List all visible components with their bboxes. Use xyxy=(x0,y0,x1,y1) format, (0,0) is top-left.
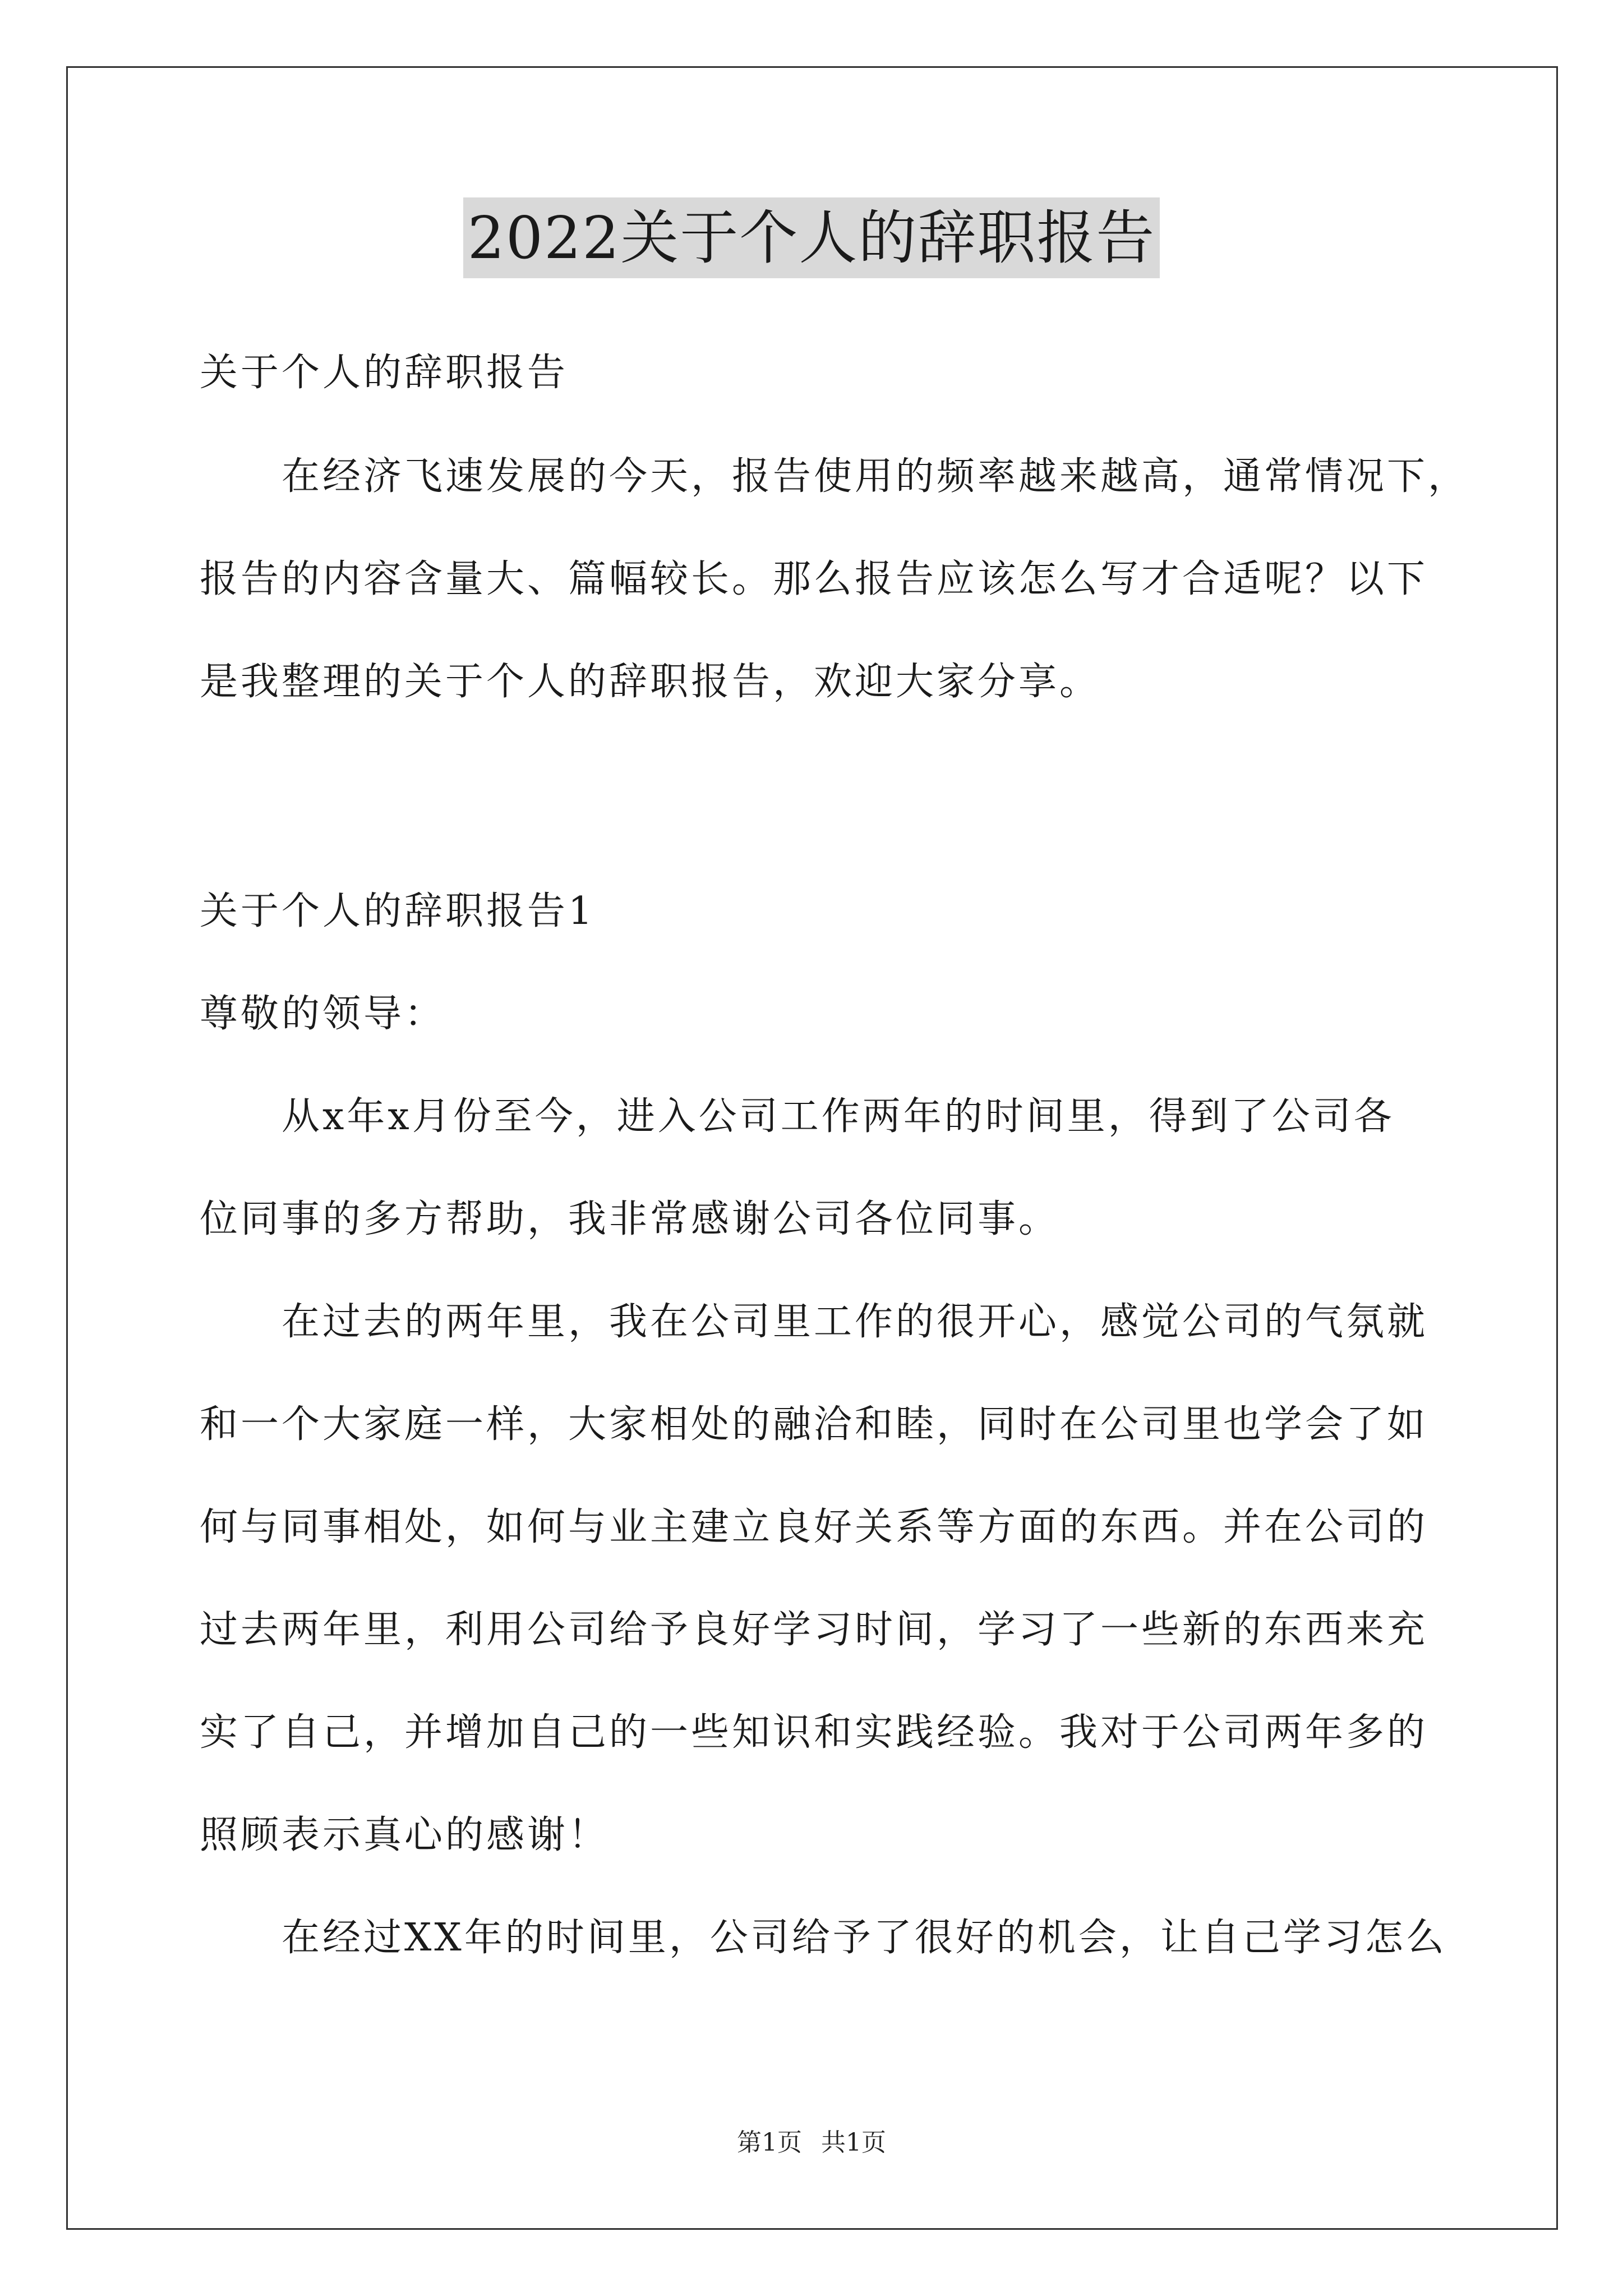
body-line: 在过去的两年里，我在公司里工作的很开心，感觉公司的气氛就 xyxy=(282,1300,1428,1344)
body-line: 何与同事相处，如何与业主建立良好关系等方面的东西。并在公司的 xyxy=(200,1505,1428,1549)
section-heading: 关于个人的辞职报告1 xyxy=(200,889,596,933)
body-line: 实了自己，并增加自己的一些知识和实践经验。我对于公司两年多的 xyxy=(200,1710,1428,1755)
page-number: 第1页 xyxy=(737,2128,802,2157)
body-line: 在经过XX年的时间里，公司给予了很好的机会，让自己学习怎么 xyxy=(282,1916,1447,1960)
salutation: 尊敬的领导： xyxy=(200,992,446,1036)
page-footer xyxy=(0,2126,1623,2160)
page-total: 共1页 xyxy=(821,2128,886,2157)
title-container xyxy=(0,197,1623,278)
body-line: 位同事的多方帮助，我非常感谢公司各位同事。 xyxy=(200,1197,1060,1241)
body-line: 过去两年里，利用公司给予良好学习时间，学习了一些新的东西来充 xyxy=(200,1608,1428,1652)
body-line: 从x年x月份至今，进入公司工作两年的时间里，得到了公司各 xyxy=(282,1094,1395,1139)
body-line-heading: 关于个人的辞职报告 xyxy=(200,351,569,395)
body-line: 和一个大家庭一样，大家相处的融洽和睦，同时在公司里也学会了如 xyxy=(200,1402,1428,1447)
body-line: 照顾表示真心的感谢！ xyxy=(200,1813,610,1857)
document-title: 2022关于个人的辞职报告 xyxy=(463,197,1160,278)
body-line: 是我整理的关于个人的辞职报告，欢迎大家分享。 xyxy=(200,660,1101,704)
body-line: 报告的内容含量大、篇幅较长。那么报告应该怎么写才合适呢？以下 xyxy=(200,557,1428,601)
body-line: 在经济飞速发展的今天，报告使用的频率越来越高，通常情况下， xyxy=(282,454,1469,499)
